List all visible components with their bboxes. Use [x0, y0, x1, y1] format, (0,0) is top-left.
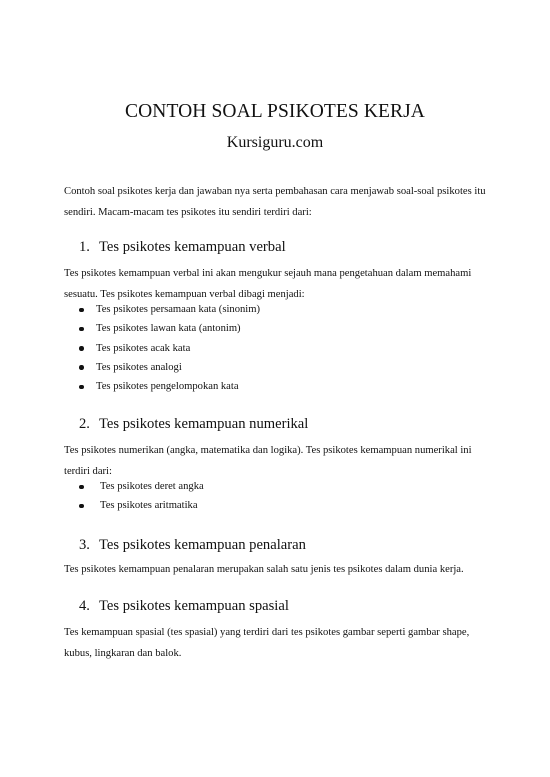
list-item: Tes psikotes deret angka	[79, 477, 204, 496]
section-body-verbal: Tes psikotes kemampuan verbal ini akan mengukur sejauh mana pengetahuan dalam memahami sesuatu. Tes psikotes kemampuan verbal dibagi menjadi:	[64, 268, 472, 300]
intro-paragraph: Contoh soal psikotes kerja dan jawaban nya serta pembahasan cara menjawab soal-soal psikotes itu sendiri. Macam-macam tes psikotes itu sendiri terdiri dari:	[64, 186, 486, 218]
section-heading-reasoning	[79, 537, 306, 554]
section-heading-text: Tes psikotes kemampuan verbal	[99, 239, 286, 255]
document-title: CONTOH SOAL PSIKOTES KERJA	[124, 101, 425, 122]
list-item: Tes psikotes lawan kata (antonim)	[79, 319, 260, 338]
section-heading-spatial	[79, 598, 289, 615]
section-number: 1.	[79, 239, 90, 255]
verbal-test-list	[79, 300, 260, 396]
section-body-reasoning: Tes psikotes kemampuan penalaran merupakan salah satu jenis tes psikotes dalam dunia kerja.	[64, 564, 464, 575]
document-subtitle: Kursiguru.com	[226, 134, 324, 151]
list-item: Tes psikotes pengelompokan kata	[79, 377, 260, 396]
section-heading-verbal	[79, 239, 286, 256]
numerical-test-list	[79, 477, 204, 515]
section-number: 2.	[79, 416, 90, 432]
list-item: Tes psikotes acak kata	[79, 339, 260, 358]
list-item: Tes psikotes aritmatika	[79, 496, 204, 515]
list-item: Tes psikotes analogi	[79, 358, 260, 377]
list-item: Tes psikotes persamaan kata (sinonim)	[79, 300, 260, 319]
section-heading-text: Tes psikotes kemampuan spasial	[99, 598, 289, 614]
section-heading-text: Tes psikotes kemampuan penalaran	[99, 537, 306, 553]
section-number: 3.	[79, 537, 90, 553]
section-number: 4.	[79, 598, 90, 614]
section-body-spatial: Tes kemampuan spasial (tes spasial) yang terdiri dari tes psikotes gambar seperti gambar shape, kubus, lingkaran dan balok.	[64, 627, 470, 659]
section-heading-numerical	[79, 416, 308, 433]
section-heading-text: Tes psikotes kemampuan numerikal	[99, 416, 309, 432]
section-body-numerical: Tes psikotes numerikan (angka, matematika dan logika). Tes psikotes kemampuan numerikal ini terdiri dari:	[64, 445, 472, 477]
